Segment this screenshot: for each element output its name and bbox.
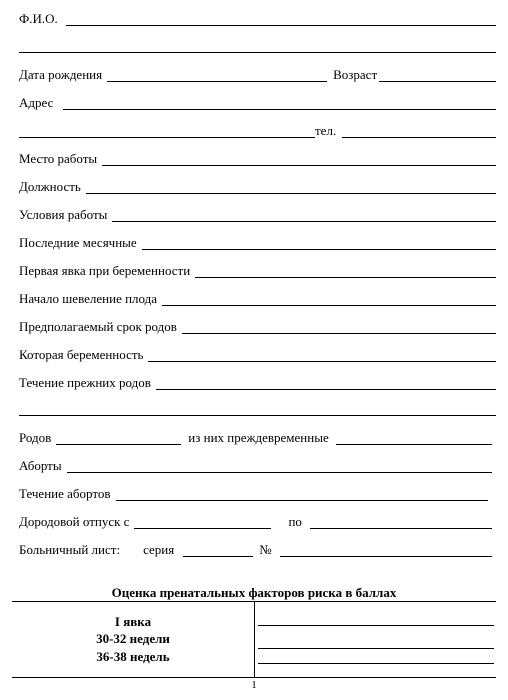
workplace-field[interactable] (102, 152, 496, 166)
sick-leave-label: Больничный лист: (19, 542, 121, 557)
weeks-30-32-label: 30-32 недели (96, 631, 170, 646)
work-conditions-label: Условия работы (19, 207, 108, 222)
first-visit-label: Первая явка при беременности (19, 263, 191, 278)
maternity-leave-row (19, 511, 496, 529)
birth-date-row (19, 64, 496, 82)
leave-to-field[interactable] (310, 515, 492, 529)
last-menses-field[interactable] (142, 236, 496, 250)
score-line-weeks-30-32[interactable] (258, 648, 494, 649)
age-field[interactable] (379, 68, 496, 82)
leave-to-label: по (288, 514, 302, 529)
position-row (19, 176, 496, 194)
risk-title: Оценка пренатальных факторов риска в баллах (111, 585, 397, 600)
due-date-field[interactable] (182, 320, 496, 334)
pregnancy-number-row (19, 344, 496, 362)
birth-date-label: Дата рождения (19, 67, 103, 82)
fetal-movement-row (19, 288, 496, 306)
page-number: 1 (251, 679, 257, 691)
workplace-row (19, 148, 496, 166)
number-field[interactable] (280, 543, 492, 557)
number-sign-label: № (259, 542, 272, 557)
phone-field[interactable] (342, 124, 496, 138)
score-line-visit-1[interactable] (258, 625, 494, 626)
abortions-field[interactable] (67, 459, 492, 473)
abortions-course-field[interactable] (116, 487, 489, 501)
due-date-label: Предполагаемый срок родов (19, 319, 177, 334)
visit-1-label: I явка (114, 614, 152, 629)
abortions-label: Аборты (19, 458, 62, 473)
phone-row (19, 120, 496, 138)
due-date-row (19, 316, 496, 334)
abortions-course-label: Течение абортов (19, 486, 111, 501)
abortions-row (19, 455, 496, 473)
premature-field[interactable] (336, 431, 492, 445)
sick-leave-row (19, 539, 496, 557)
fetal-movement-field[interactable] (162, 292, 496, 306)
leave-from-label: Дородовой отпуск с (19, 514, 130, 529)
address-field-continuation[interactable] (19, 124, 315, 138)
work-conditions-row (19, 204, 496, 222)
series-label: серия (143, 542, 175, 557)
leave-from-field[interactable] (134, 515, 271, 529)
last-menses-label: Последние месячные (19, 235, 137, 250)
position-field[interactable] (86, 180, 496, 194)
workplace-label: Место работы (19, 151, 98, 166)
prev-births-field[interactable] (156, 376, 496, 390)
first-visit-row (19, 260, 496, 278)
phone-label: тел. (315, 123, 337, 138)
last-menses-row (19, 232, 496, 250)
series-field[interactable] (183, 543, 253, 557)
work-conditions-field[interactable] (112, 208, 496, 222)
age-label: Возраст (333, 67, 378, 82)
fetal-movement-label: Начало шевеление плода (19, 291, 158, 306)
address-label: Адрес (19, 95, 54, 110)
premature-label: из них преждевременные (188, 430, 329, 445)
address-field[interactable] (63, 96, 496, 110)
abortions-course-row (19, 483, 496, 501)
prev-births-label: Течение прежних родов (19, 375, 151, 390)
position-label: Должность (19, 179, 81, 194)
fio-label: Ф.И.О. (19, 11, 58, 26)
births-row (19, 427, 496, 445)
score-line-weeks-36-38[interactable] (258, 663, 494, 664)
fio-field-continuation[interactable] (19, 52, 496, 53)
pregnancy-number-label: Которая беременность (19, 347, 144, 362)
births-field[interactable] (56, 431, 181, 445)
birth-date-field[interactable] (107, 68, 327, 82)
first-visit-field[interactable] (195, 264, 496, 278)
prev-births-field-continuation[interactable] (19, 415, 496, 416)
address-row (19, 92, 496, 110)
risk-table-divider (254, 601, 255, 677)
births-label: Родов (19, 430, 52, 445)
risk-table-bottom-border (12, 677, 496, 678)
weeks-36-38-label: 36-38 недель (96, 649, 170, 664)
pregnancy-number-field[interactable] (148, 348, 496, 362)
fio-field[interactable] (66, 12, 496, 26)
prev-births-row (19, 372, 496, 390)
fio-row (19, 8, 496, 26)
